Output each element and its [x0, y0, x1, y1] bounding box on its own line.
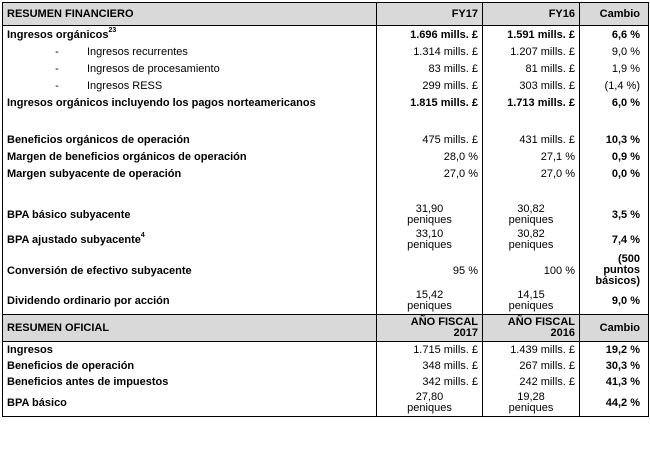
cell-fy16: 242 mills. £: [483, 374, 580, 390]
cell-fy16: 14,15 peniques: [483, 289, 580, 315]
financial-header-fy17: FY17: [377, 3, 483, 26]
cell-change: 9,0 %: [580, 44, 649, 61]
cell-fy17: 342 mills. £: [377, 374, 483, 390]
table-row: [3, 78, 649, 95]
cell-fy16: 27,1 %: [483, 149, 580, 166]
cell-fy17: 1.815 mills. £: [377, 95, 483, 112]
cell-fy17: 15,42 peniques: [377, 289, 483, 315]
table-row: [3, 253, 649, 289]
financial-header-fy16: FY16: [483, 3, 580, 26]
financial-header-title: RESUMEN FINANCIERO: [3, 3, 377, 26]
cell-fy16: 1.713 mills. £: [483, 95, 580, 112]
table-row: [3, 95, 649, 112]
table-row: [3, 26, 649, 44]
spacer-row: [3, 112, 649, 132]
table-row: [3, 374, 649, 390]
cell-change: 1,9 %: [580, 61, 649, 78]
cell-change: 41,3 %: [580, 374, 649, 390]
cell-fy17: 28,0 %: [377, 149, 483, 166]
row-label: BPA básico subyacente: [3, 203, 377, 228]
row-label: - Ingresos recurrentes: [3, 44, 377, 61]
financial-header-change: Cambio: [580, 3, 649, 26]
cell-fy16: 100 %: [483, 253, 580, 289]
row-label: - Ingresos RESS: [3, 78, 377, 95]
cell-fy17: 1.715 mills. £: [377, 342, 483, 358]
row-label: Ingresos orgánicos$^{23}$: [3, 26, 377, 44]
cell-fy16: 30,82 peniques: [483, 203, 580, 228]
cell-fy16: 81 mills. £: [483, 61, 580, 78]
row-label: Conversión de efectivo subyacente: [3, 253, 377, 289]
table-row: [3, 289, 649, 315]
official-header-fy17: AÑO FISCAL 2017: [377, 315, 483, 342]
cell-fy16: 1.207 mills. £: [483, 44, 580, 61]
table-row: [3, 61, 649, 78]
cell-fy16: 431 mills. £: [483, 132, 580, 149]
cell-fy16: 30,82 peniques: [483, 228, 580, 253]
row-label: Margen de beneficios orgánicos de operación: [3, 149, 377, 166]
cell-fy16: 1.439 mills. £: [483, 342, 580, 358]
cell-change: 7,4 %: [580, 228, 649, 253]
official-header-title: RESUMEN OFICIAL: [3, 315, 377, 342]
cell-change: 19,2 %: [580, 342, 649, 358]
row-label: BPA ajustado subyacente$^4$: [3, 228, 377, 253]
cell-fy17: 27,80 peniques: [377, 390, 483, 417]
row-label: Dividendo ordinario por acción: [3, 289, 377, 315]
cell-change: 6,6 %: [580, 26, 649, 44]
row-label: BPA básico: [3, 390, 377, 417]
row-label: Beneficios orgánicos de operación: [3, 132, 377, 149]
cell-fy17: 83 mills. £: [377, 61, 483, 78]
table-row: [3, 203, 649, 228]
table-row: [3, 149, 649, 166]
table-row: [3, 166, 649, 183]
cell-change: 44,2 %: [580, 390, 649, 417]
row-label: Ingresos: [3, 342, 377, 358]
financial-summary-table-wrapper: [2, 2, 648, 417]
cell-fy17: 348 mills. £: [377, 358, 483, 374]
cell-fy16: 1.591 mills. £: [483, 26, 580, 44]
official-header-row: [3, 315, 649, 342]
row-label: Beneficios antes de impuestos: [3, 374, 377, 390]
row-label: Beneficios de operación: [3, 358, 377, 374]
cell-fy17: 1.696 mills. £: [377, 26, 483, 44]
cell-fy17: 95 %: [377, 253, 483, 289]
cell-fy17: 299 mills. £: [377, 78, 483, 95]
official-header-fy16: AÑO FISCAL 2016: [483, 315, 580, 342]
cell-change: 30,3 %: [580, 358, 649, 374]
cell-change: 6,0 %: [580, 95, 649, 112]
table-row: [3, 132, 649, 149]
cell-change: 0,9 %: [580, 149, 649, 166]
cell-fy17: 31,90 peniques: [377, 203, 483, 228]
cell-fy17: 27,0 %: [377, 166, 483, 183]
row-label: Ingresos orgánicos incluyendo los pagos norteamericanos: [3, 95, 377, 112]
row-label: Margen subyacente de operación: [3, 166, 377, 183]
cell-fy17: 475 mills. £: [377, 132, 483, 149]
cell-fy16: 27,0 %: [483, 166, 580, 183]
table-row: [3, 358, 649, 374]
cell-fy16: 19,28 peniques: [483, 390, 580, 417]
cell-fy17: 33,10 peniques: [377, 228, 483, 253]
cell-change: 3,5 %: [580, 203, 649, 228]
official-header-change: Cambio: [580, 315, 649, 342]
table-row: [3, 44, 649, 61]
cell-fy17: 1.314 mills. £: [377, 44, 483, 61]
cell-change: (1,4 %): [580, 78, 649, 95]
table-row: [3, 228, 649, 253]
cell-change: (500 puntos básicos): [580, 253, 649, 289]
cell-change: 10,3 %: [580, 132, 649, 149]
row-label: - Ingresos de procesamiento: [3, 61, 377, 78]
cell-change: 9,0 %: [580, 289, 649, 315]
table-row: [3, 390, 649, 417]
financial-header-row: [3, 3, 649, 26]
financial-summary-table: [2, 2, 649, 417]
cell-fy16: 303 mills. £: [483, 78, 580, 95]
spacer-row: [3, 183, 649, 203]
cell-change: 0,0 %: [580, 166, 649, 183]
cell-fy16: 267 mills. £: [483, 358, 580, 374]
table-row: [3, 342, 649, 358]
